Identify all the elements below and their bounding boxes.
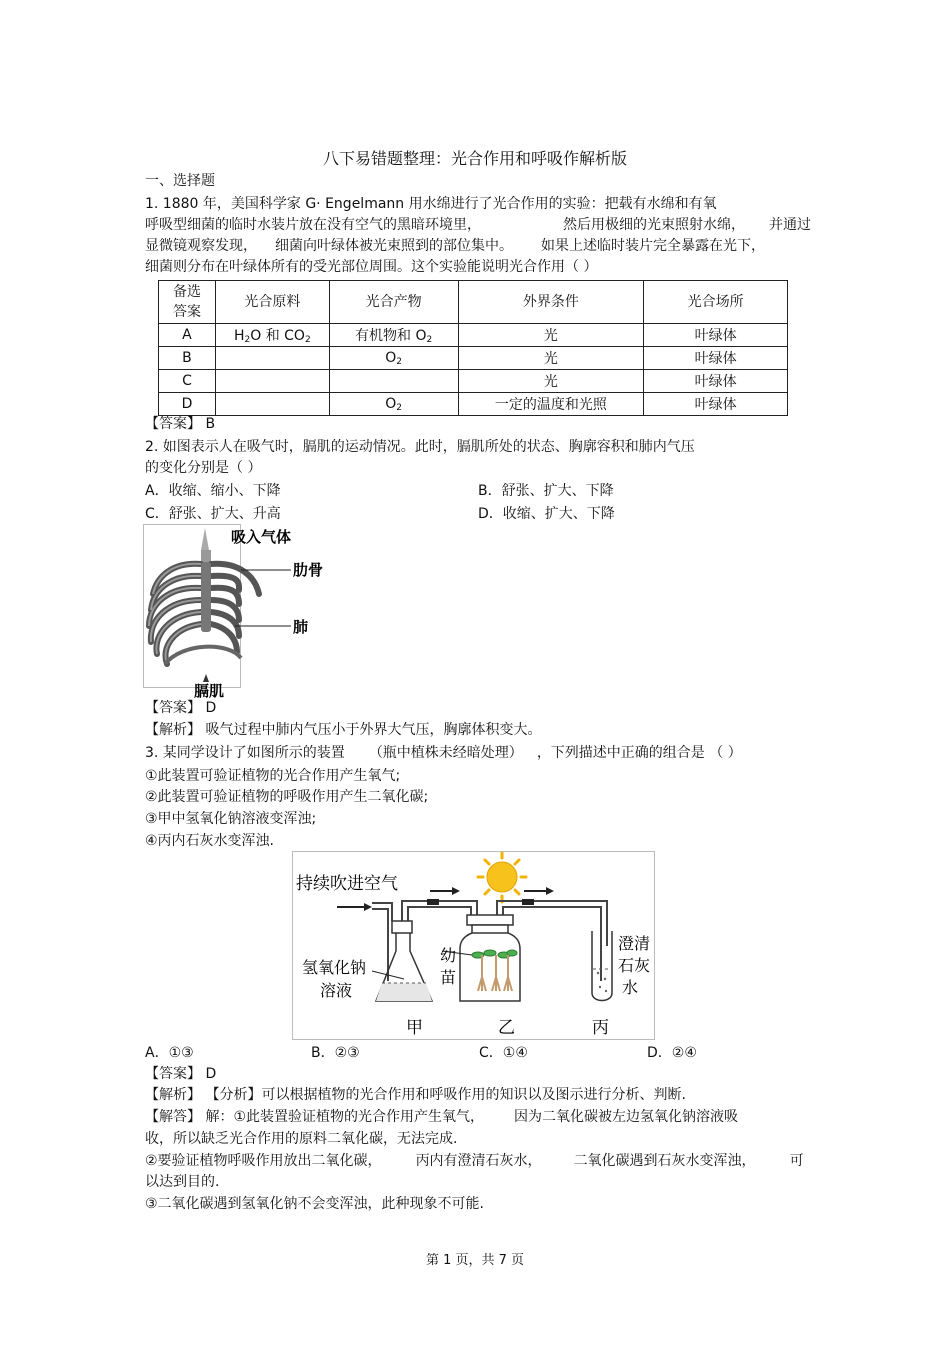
table-row: C 光 叶绿体 [159,370,788,393]
table-header-row [159,281,788,324]
q1-answer: 【答案】 B [145,416,216,432]
q3-solution-line-4: 以达到目的. [145,1174,220,1190]
label-naoh-1: 氢氧化钠 [302,958,367,977]
q2-line-1: 2. 如图表示人在吸气时，膈肌的运动情况。此时，膈肌所处的状态、胸廓容积和肺内气压 [145,439,695,455]
label-rib: 肋骨 [293,561,324,579]
q3-option-c: C．①④ [479,1045,528,1061]
q1-line-4: 细菌则分布在叶绿体所有的受光部位周围。这个实验能说明光合作用（ ） [145,259,598,275]
table-row: D $O_2$ 一定的温度和光照 叶绿体 [159,393,788,416]
q3-option-d: D．②④ [647,1045,697,1061]
q2-option-d: D．收缩、扩大、下降 [478,506,615,522]
table-header-cell: 外界条件 [458,281,644,324]
q3-statement-2: ②此装置可验证植物的呼吸作用产生二氧化碳; [145,789,429,805]
table-row: B $O_2$ 光 叶绿体 [159,347,788,370]
label-seedling-1: 幼 [440,946,457,965]
page-footer: 第 1 页，共 7 页 [425,1253,525,1268]
seedlings-icon [472,950,517,958]
label-bing: 丙 [592,1018,609,1038]
q2-option-c: C．舒张、扩大、升高 [145,506,281,522]
label-seedling-2: 苗 [440,968,457,987]
label-naoh-2: 溶液 [320,981,353,1000]
q1-options-table [158,280,788,416]
label-jia: 甲 [406,1018,423,1038]
table-header-cell: 光合产物 [329,281,458,324]
q3-option-b: B．②③ [311,1045,360,1061]
label-limewater-2: 石灰 [618,956,651,975]
q2-analysis: 【解析】 吸气过程中肺内气压小于外界大气压，胸廓体积变大。 [145,722,542,738]
q2-option-b: B．舒张、扩大、下降 [478,483,614,499]
q2-answer: 【答案】 D [145,700,217,716]
q3-option-a: A．①③ [145,1045,194,1061]
apparatus-figure [292,851,656,1041]
table-header-cell: 光合场所 [644,281,788,324]
label-diaphragm: 膈肌 [194,682,225,699]
label-lung: 肺 [293,618,309,636]
label-limewater-3: 水 [622,978,639,997]
q3-solution-line-3: ②要验证植物呼吸作用放出二氧化碳， 丙内有澄清石灰水， 二氧化碳遇到石灰水变浑浊， 可 [145,1153,804,1169]
q3-answer: 【答案】 D [145,1066,217,1082]
page-title: 八下易错题整理：光合作用和呼吸作解析版 [322,149,627,168]
q1-line-1: 1. 1880 年，美国科学家 G· Engelmann 用水绵进行了光合作用的实验：把载有水绵和有氧 [145,196,717,212]
q3-statement-1: ①此装置可验证植物的光合作用产生氧气; [145,768,401,784]
table-header-cell: 备选 答案 [159,281,216,324]
label-blow-air: 持续吹进空气 [296,874,398,894]
ribcage-figure [143,524,343,699]
q1-line-3: 显微镜观察发现， 细菌向叶绿体被光束照到的部位集中。 如果上述临时装片完全暴露在光下， [145,238,765,254]
q3-solution-line-2: 收，所以缺乏光合作用的原料二氧化碳，无法完成. [145,1131,458,1147]
label-limewater-1: 澄清 [618,934,651,953]
table-row: A $H_2O$ 和 $CO_2$ 有机物和 $O_2$ 光 叶绿体 [159,324,788,347]
q3-statement-3: ③甲中氢氧化钠溶液变浑浊; [145,811,317,827]
table-header-cell: 光合原料 [215,281,329,324]
q3-line-1: 3. 某同学设计了如图所示的装置 （瓶中植株未经暗处理） ，下列描述中正确的组合是 （ ） [145,745,742,761]
q2-line-2: 的变化分别是（ ） [145,460,262,476]
q3-solution-line-5: ③二氧化碳遇到氢氧化钠不会变浑浊，此种现象不可能. [145,1196,484,1212]
q3-solution-line-1: 【解答】 解：①此装置验证植物的光合作用产生氧气， 因为二氧化碳被左边氢氧化钠溶液吸 [145,1109,738,1125]
q2-option-a: A．收缩、缩小、下降 [145,483,281,499]
sun-icon [478,853,526,902]
q1-line-2: 呼吸型细菌的临时水装片放在没有空气的黑暗环境里， 然后用极细的光束照射水绵， 并通过 [145,217,811,233]
section-heading: 一、选择题 [145,173,215,189]
label-yi: 乙 [498,1018,515,1038]
label-inhale: 吸入气体 [231,528,292,546]
q3-statement-4: ④丙内石灰水变浑浊. [145,833,275,849]
q3-analysis: 【解析】 【分析】可以根据植物的光合作用和呼吸作用的知识以及图示进行分析、判断. [145,1087,686,1103]
